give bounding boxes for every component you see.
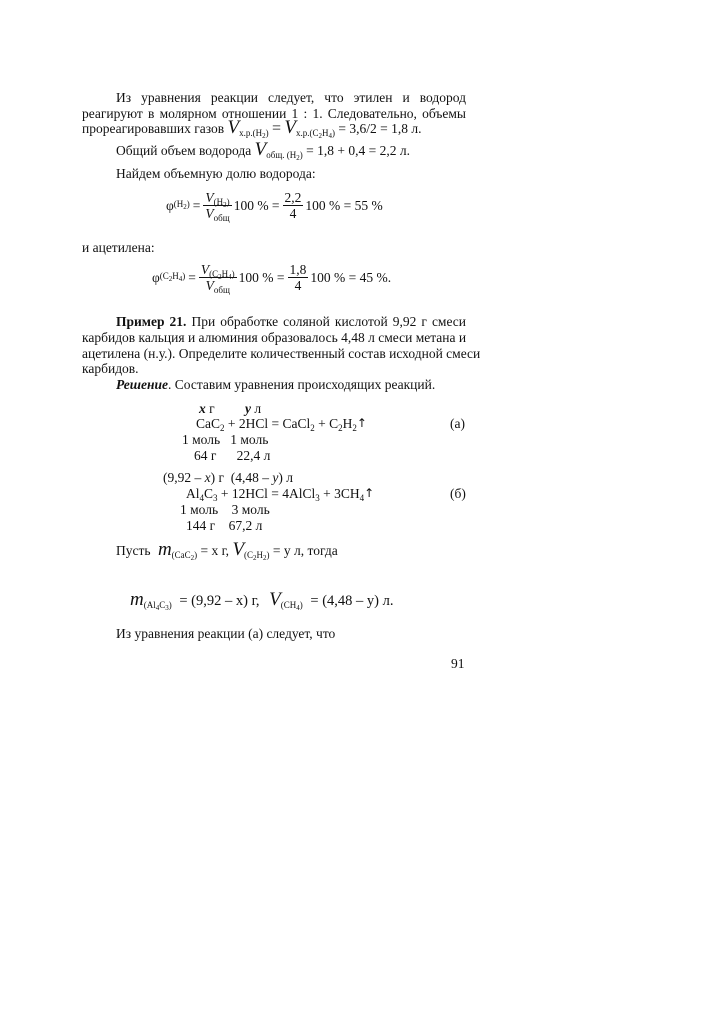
reaction-a-equation: CaC$_2$ + 2HCl = CaCl$_2$ + $C_2H_2↑$ bbox=[196, 416, 367, 433]
subscript: $(Н_2)$ bbox=[173, 199, 190, 211]
text: 100 % = 45 %. bbox=[310, 269, 392, 285]
formula-volume-fraction-h2: φ $(Н_2)$ = $\frac{V_{(Н_2)}}{V_{общ}}$ 100 % = $\frac{2,2}{4}$ 100 % = 55 % bbox=[166, 190, 383, 223]
reaction-b-equation: $Al_4C_3 + 12HCl$ = 4AlCl$_3$ + $3CH_4↑$ bbox=[186, 486, 375, 503]
text: При обработке соляной кислотой 9,92 г смеси bbox=[191, 314, 467, 329]
example-line: карбидов. bbox=[82, 361, 139, 376]
paragraph-line: Из уравнения реакции следует, что этилен и водород bbox=[116, 90, 466, 105]
reaction-a-masses: 64 г 22,4 л bbox=[194, 448, 271, 463]
text: = 1,8 + 0,4 = 2,2 л. bbox=[306, 143, 410, 158]
phi-symbol: φ bbox=[166, 197, 174, 213]
reaction-b-moles: 1 моль 3 моль bbox=[180, 502, 270, 517]
subscript: х.р.(Н2) bbox=[239, 128, 269, 140]
reaction-b-masses: 144 г 67,2 л bbox=[186, 518, 263, 533]
fraction: $\frac{V_{(Н_2)}}{V_{общ}}$ bbox=[205, 190, 230, 223]
subscript: общ. (Н2) bbox=[266, 150, 303, 162]
phi-symbol: φ bbox=[152, 269, 160, 285]
paragraph-line-formula: прореагировавших газов $V_{х.р.(Н_2)} = V_{х.р.(С_2Н_4)} = 3,6/2 = 1,8$ л. bbox=[82, 117, 422, 140]
text: 100 % = bbox=[238, 269, 285, 285]
solution-label: Решение bbox=[116, 377, 168, 392]
symbol-v: V bbox=[227, 117, 240, 138]
reaction-a-moles: 1 моль 1 моль bbox=[182, 432, 269, 447]
solution-line bbox=[116, 377, 435, 393]
fraction: $\frac{2,2}{4}$ bbox=[284, 190, 302, 221]
text: = 3,6/2 = 1,8 л. bbox=[338, 121, 422, 136]
example-line: ацетилена (н.у.). Определите количественный состав исходной смеси bbox=[82, 346, 481, 361]
example-line: карбидов кальция и алюминия образовалось 4,48 л смеси метана и bbox=[82, 330, 467, 345]
example-line bbox=[116, 314, 466, 330]
fraction: $\frac{V_{(С_2Н_4)}}{V_{общ}}$ bbox=[200, 262, 235, 295]
paragraph-line: и ацетилена: bbox=[82, 240, 155, 255]
text: 100 % = bbox=[233, 197, 280, 213]
text: Общий объем водорода bbox=[116, 143, 252, 158]
text: . Составим уравнения происходящих реакций. bbox=[167, 377, 436, 392]
example-label: Пример 21. bbox=[116, 314, 187, 329]
text: 100 % = 55 % bbox=[305, 197, 383, 213]
fraction: $\frac{1,8}{4}$ bbox=[289, 262, 307, 293]
page-number: 91 bbox=[451, 656, 465, 671]
subscript: $(С_2Н_4)$ bbox=[159, 271, 186, 283]
let-line: Пусть $m_{(CaC_2)} = x$ г, $V_{(C_2H_2)} = y$ л, тогда bbox=[116, 539, 338, 562]
symbol-v: V bbox=[254, 139, 267, 160]
reaction-b-tag: (б) bbox=[450, 486, 466, 501]
reaction-b-top: (9,92 – x) г (4,48 – y) л bbox=[163, 470, 294, 485]
text: прореагировавших газов bbox=[82, 121, 225, 136]
final-equation: $m_{(Al_4C_3)} = (9,92 - x)$ г, $V_{(CH_4)} = (4,48 - y)$ л. bbox=[130, 589, 394, 612]
symbol-v: V bbox=[284, 117, 296, 138]
formula-volume-fraction-c2h4: φ $(С_2Н_4)$ = $\frac{V_{(С_2Н_4)}}{V_{общ}}$ 100 % = $\frac{1,8}{4}$ 100 % = 45 %. bbox=[152, 262, 392, 295]
paragraph-line: реагируют в молярном отношении 1 : 1. Следовательно, объемы bbox=[82, 106, 466, 121]
subscript: х.р.(С2Н4) bbox=[295, 128, 335, 140]
paragraph-line-formula bbox=[116, 139, 410, 162]
paragraph-line: Из уравнения реакции (а) следует, что bbox=[116, 626, 336, 641]
paragraph-line: Найдем объемную долю водорода: bbox=[116, 166, 316, 181]
reaction-a-top: x г y л bbox=[199, 401, 262, 416]
reaction-a-tag: (а) bbox=[450, 416, 465, 431]
